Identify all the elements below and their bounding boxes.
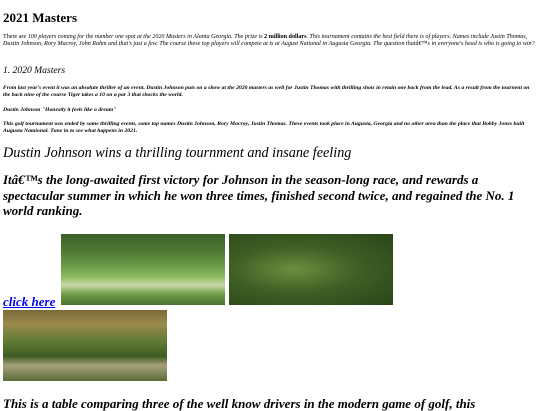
intro-paragraph xyxy=(3,34,535,49)
table-intro-text: This is a table comparing three of the well know drivers in the modern game of golf, this xyxy=(3,396,476,411)
paragraph-event-recap: From last year's event it was an absolute thriller of an event. Dustin Johnson puts on a show at the 2020 masters as well for Justin Thomas with thrilling shots in retain one back from the lead. As a result from the tournent on the back nine of the course Tiger takes a 10 on a par 3 that shocks the world. xyxy=(3,85,530,99)
section-heading: 1. 2020 Masters xyxy=(3,65,66,76)
intro-text-1: There are xyxy=(3,34,28,40)
augusta-bridge-photo xyxy=(3,310,167,381)
click-here-link[interactable]: click here xyxy=(3,294,56,309)
headline: Dustin Johnson wins a thrilling tournment and insane feeling xyxy=(3,145,352,161)
intro-text-2: 100 players coming for the number one spot at the 2020 Masters in Alanta Georgia. The prize is xyxy=(27,34,265,40)
page-title: 2021 Masters xyxy=(3,10,78,25)
paragraph-summary: This golf tournament was ended by some thrilling events, some top names Dustin Johnson, Rory Macroy, Justin Thomas. These events took place in Augusta, Georgia and no other area than the place that Bobby Jones built Augusta Nataional. Tune in to see what happens in 2021. xyxy=(3,121,525,135)
lead-paragraph: Itâ€™s the long-awaited first victory for Johnson in the season-long race, and rewards a spectacular summer in which he won three times, finished second twice, and regained the No. 1 world ranking. xyxy=(3,172,515,219)
augusta-green-photo xyxy=(61,234,225,305)
player-quote: Dustin Johnson "Honestly it feels like a dream" xyxy=(3,107,117,113)
intro-prize: 2 million dollars xyxy=(264,34,307,40)
augusta-aerial-photo xyxy=(229,234,393,305)
intro-text-4: . This tournament contains the best field there is of players. Names include Justin Thomas, Dustin Johnson, Rory Macroy, John Rahm and that's just a few. The course these top players will compete at is at August National in Augusta Georgia. The question thatâ€™s in everyone's head is who is going to win? xyxy=(3,34,535,48)
